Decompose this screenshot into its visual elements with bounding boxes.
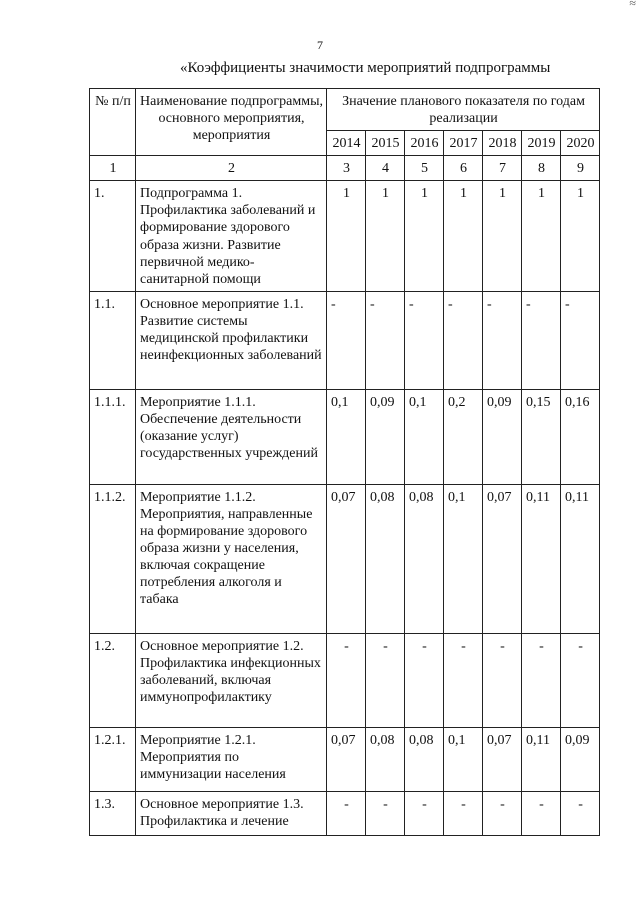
value-cell: 0,2 — [444, 389, 483, 484]
header-year: 2014 — [327, 131, 366, 156]
value-cell: 1 — [483, 181, 522, 291]
header-year: 2019 — [522, 131, 561, 156]
value-cell: 1 — [561, 181, 600, 291]
row-name: Подпрограмма 1. Профилактика заболеваний и формирование здорового образа жизни. Развитие первичной медико-санитарной помощи — [136, 181, 327, 291]
value-cell: 0,11 — [561, 484, 600, 633]
value-cell: 0,11 — [522, 727, 561, 791]
table-row — [90, 484, 600, 633]
value-cell: - — [444, 633, 483, 727]
value-cell: - — [483, 633, 522, 727]
value-cell: - — [405, 633, 444, 727]
value-cell: - — [483, 291, 522, 389]
row-name: Мероприятие 1.1.2. Мероприятия, направленные на формирование здорового образа жизни у населения, включая сокращение потребления алкоголя и табака — [136, 484, 327, 633]
header-year: 2018 — [483, 131, 522, 156]
row-name: Основное мероприятие 1.3. Профилактика и лечение — [136, 791, 327, 835]
value-cell: 0,09 — [561, 727, 600, 791]
row-name: Мероприятие 1.1.1. Обеспечение деятельности (оказание услуг) государственных учреждений — [136, 389, 327, 484]
header-name: Наименование подпрограммы, основного мероприятия, мероприятия — [136, 89, 327, 156]
table-row — [90, 727, 600, 791]
value-cell: - — [522, 791, 561, 835]
row-num: 1.1. — [90, 291, 136, 389]
value-cell: - — [327, 633, 366, 727]
value-cell: - — [327, 791, 366, 835]
value-cell: 0,16 — [561, 389, 600, 484]
value-cell: - — [444, 291, 483, 389]
page-number: 7 — [317, 38, 323, 52]
value-cell: 0,08 — [366, 727, 405, 791]
value-cell: 0,08 — [366, 484, 405, 633]
value-cell: 1 — [366, 181, 405, 291]
column-number: 6 — [444, 156, 483, 181]
row-num: 1. — [90, 181, 136, 291]
column-number: 7 — [483, 156, 522, 181]
value-cell: - — [522, 633, 561, 727]
value-cell: 0,1 — [327, 389, 366, 484]
value-cell: - — [561, 791, 600, 835]
value-cell: 1 — [327, 181, 366, 291]
value-cell: - — [405, 791, 444, 835]
column-number-row — [90, 156, 600, 181]
header-row — [90, 89, 600, 131]
value-cell: - — [366, 633, 405, 727]
row-name: Мероприятие 1.2.1. Мероприятия по иммунизации населения — [136, 727, 327, 791]
row-num: 1.3. — [90, 791, 136, 835]
header-year: 2017 — [444, 131, 483, 156]
column-number: 2 — [136, 156, 327, 181]
row-num: 1.1.2. — [90, 484, 136, 633]
value-cell: 0,1 — [444, 727, 483, 791]
row-num: 1.2.1. — [90, 727, 136, 791]
value-cell: 0,09 — [483, 389, 522, 484]
value-cell: - — [561, 291, 600, 389]
table-row — [90, 389, 600, 484]
value-cell: - — [366, 791, 405, 835]
row-name: Основное мероприятие 1.2. Профилактика инфекционных заболеваний, включая иммунопрофилактику — [136, 633, 327, 727]
column-number: 4 — [366, 156, 405, 181]
row-num: 1.1.1. — [90, 389, 136, 484]
table-row — [90, 291, 600, 389]
value-cell: 1 — [522, 181, 561, 291]
table-row — [90, 181, 600, 291]
row-name: Основное мероприятие 1.1. Развитие системы медицинской профилактики неинфекционных заболеваний — [136, 291, 327, 389]
table-row — [90, 633, 600, 727]
value-cell: 0,1 — [444, 484, 483, 633]
row-num: 1.2. — [90, 633, 136, 727]
value-cell: - — [444, 791, 483, 835]
value-cell: 0,08 — [405, 484, 444, 633]
value-cell: 0,1 — [405, 389, 444, 484]
column-number: 9 — [561, 156, 600, 181]
header-year: 2016 — [405, 131, 444, 156]
header-year: 2020 — [561, 131, 600, 156]
value-cell: 0,11 — [522, 484, 561, 633]
coefficients-table — [89, 88, 600, 836]
column-number: 3 — [327, 156, 366, 181]
value-cell: 1 — [405, 181, 444, 291]
column-number: 1 — [90, 156, 136, 181]
header-num: № п/п — [90, 89, 136, 156]
table-row — [90, 791, 600, 835]
value-cell: 0,08 — [405, 727, 444, 791]
header-year: 2015 — [366, 131, 405, 156]
value-cell: 0,07 — [483, 484, 522, 633]
header-values-caption: Значение планового показателя по годам реализации — [327, 89, 600, 131]
value-cell: 0,07 — [327, 727, 366, 791]
value-cell: 0,07 — [327, 484, 366, 633]
value-cell: - — [366, 291, 405, 389]
corner-mark: ≈ — [629, 0, 636, 10]
column-number: 8 — [522, 156, 561, 181]
column-number: 5 — [405, 156, 444, 181]
value-cell: - — [522, 291, 561, 389]
value-cell: 0,07 — [483, 727, 522, 791]
value-cell: - — [561, 633, 600, 727]
value-cell: 0,15 — [522, 389, 561, 484]
value-cell: - — [327, 291, 366, 389]
page-title: «Коэффициенты значимости мероприятий подпрограммы — [180, 60, 551, 76]
value-cell: 0,09 — [366, 389, 405, 484]
value-cell: - — [483, 791, 522, 835]
value-cell: 1 — [444, 181, 483, 291]
value-cell: - — [405, 291, 444, 389]
